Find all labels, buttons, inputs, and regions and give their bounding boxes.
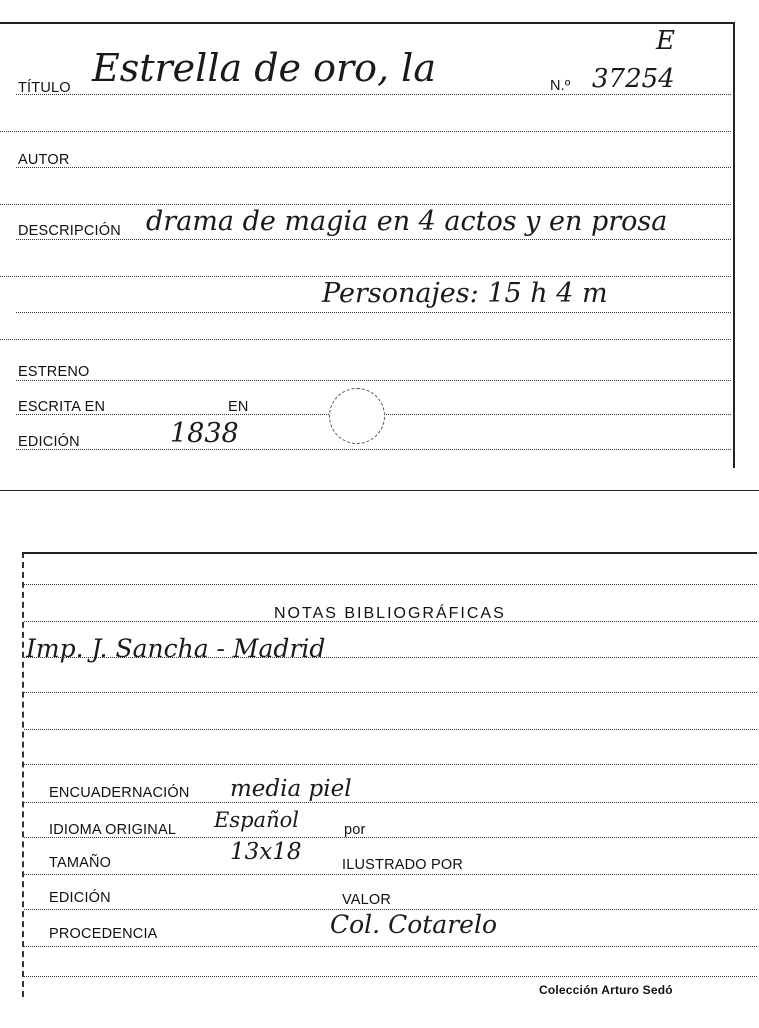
ruled-line: [24, 764, 757, 765]
ruled-line: [24, 976, 757, 977]
ruled-line: [16, 239, 731, 240]
notes-heading: NOTAS BIBLIOGRÁFICAS: [274, 605, 506, 622]
autor-label: AUTOR: [18, 152, 70, 168]
ilustrado-label: ILUSTRADO POR: [342, 857, 464, 873]
tamano-label: TAMAÑO: [49, 855, 112, 871]
descripcion-label: DESCRIPCIÓN: [18, 223, 121, 239]
ruled-line: [16, 380, 731, 381]
procedencia-value: Col. Cotarelo: [330, 910, 497, 939]
ruled-line: [0, 131, 731, 132]
ruled-line: [16, 449, 731, 450]
edicion-label: EDICIÓN: [18, 434, 80, 450]
ruled-line: [16, 94, 731, 95]
ruled-line: [24, 729, 757, 730]
titulo-value: Estrella de oro, la: [92, 46, 436, 90]
estreno-label: ESTRENO: [18, 364, 90, 380]
ruled-line: [24, 874, 757, 875]
corner-mark: E: [656, 26, 675, 56]
ruled-line: [24, 584, 757, 585]
ruled-line: [16, 167, 731, 168]
idioma-label: IDIOMA ORIGINAL: [49, 822, 177, 838]
notes-line: Imp. J. Sancha - Madrid: [26, 634, 326, 663]
en-label: EN: [228, 399, 249, 415]
numero-value: 37254: [592, 64, 675, 94]
ruled-line: [0, 204, 731, 205]
personajes-value: Personajes: 15 h 4 m: [322, 278, 608, 309]
ruled-line: [24, 946, 757, 947]
tamano-value: 13x18: [230, 839, 302, 865]
valor-label: VALOR: [342, 892, 392, 908]
catalog-card-front: [0, 22, 735, 468]
ruled-line: [0, 276, 731, 277]
descripcion-value: drama de magia en 4 actos y en prosa: [146, 206, 668, 237]
ruled-line: [16, 312, 731, 313]
numero-label: N.º: [550, 78, 571, 94]
ruled-line: [24, 802, 757, 803]
edicion-value: 1838: [170, 418, 239, 449]
ruled-line: [0, 339, 731, 340]
catalog-card-back: [22, 552, 757, 997]
encuadernacion-value: media piel: [230, 776, 352, 802]
cut-line: [0, 490, 759, 491]
idioma-value: Español: [214, 808, 299, 832]
collection-footer: Colección Arturo Sedó: [539, 983, 673, 997]
procedencia-label: PROCEDENCIA: [49, 926, 158, 942]
titulo-label: TÍTULO: [18, 80, 71, 96]
ruled-line: [24, 692, 757, 693]
edicion-label: EDICIÓN: [49, 890, 111, 906]
escrita-en-label: ESCRITA EN: [18, 399, 106, 415]
encuadernacion-label: ENCUADERNACIÓN: [49, 785, 190, 801]
punch-hole: [329, 388, 385, 444]
por-label: por: [344, 822, 366, 838]
